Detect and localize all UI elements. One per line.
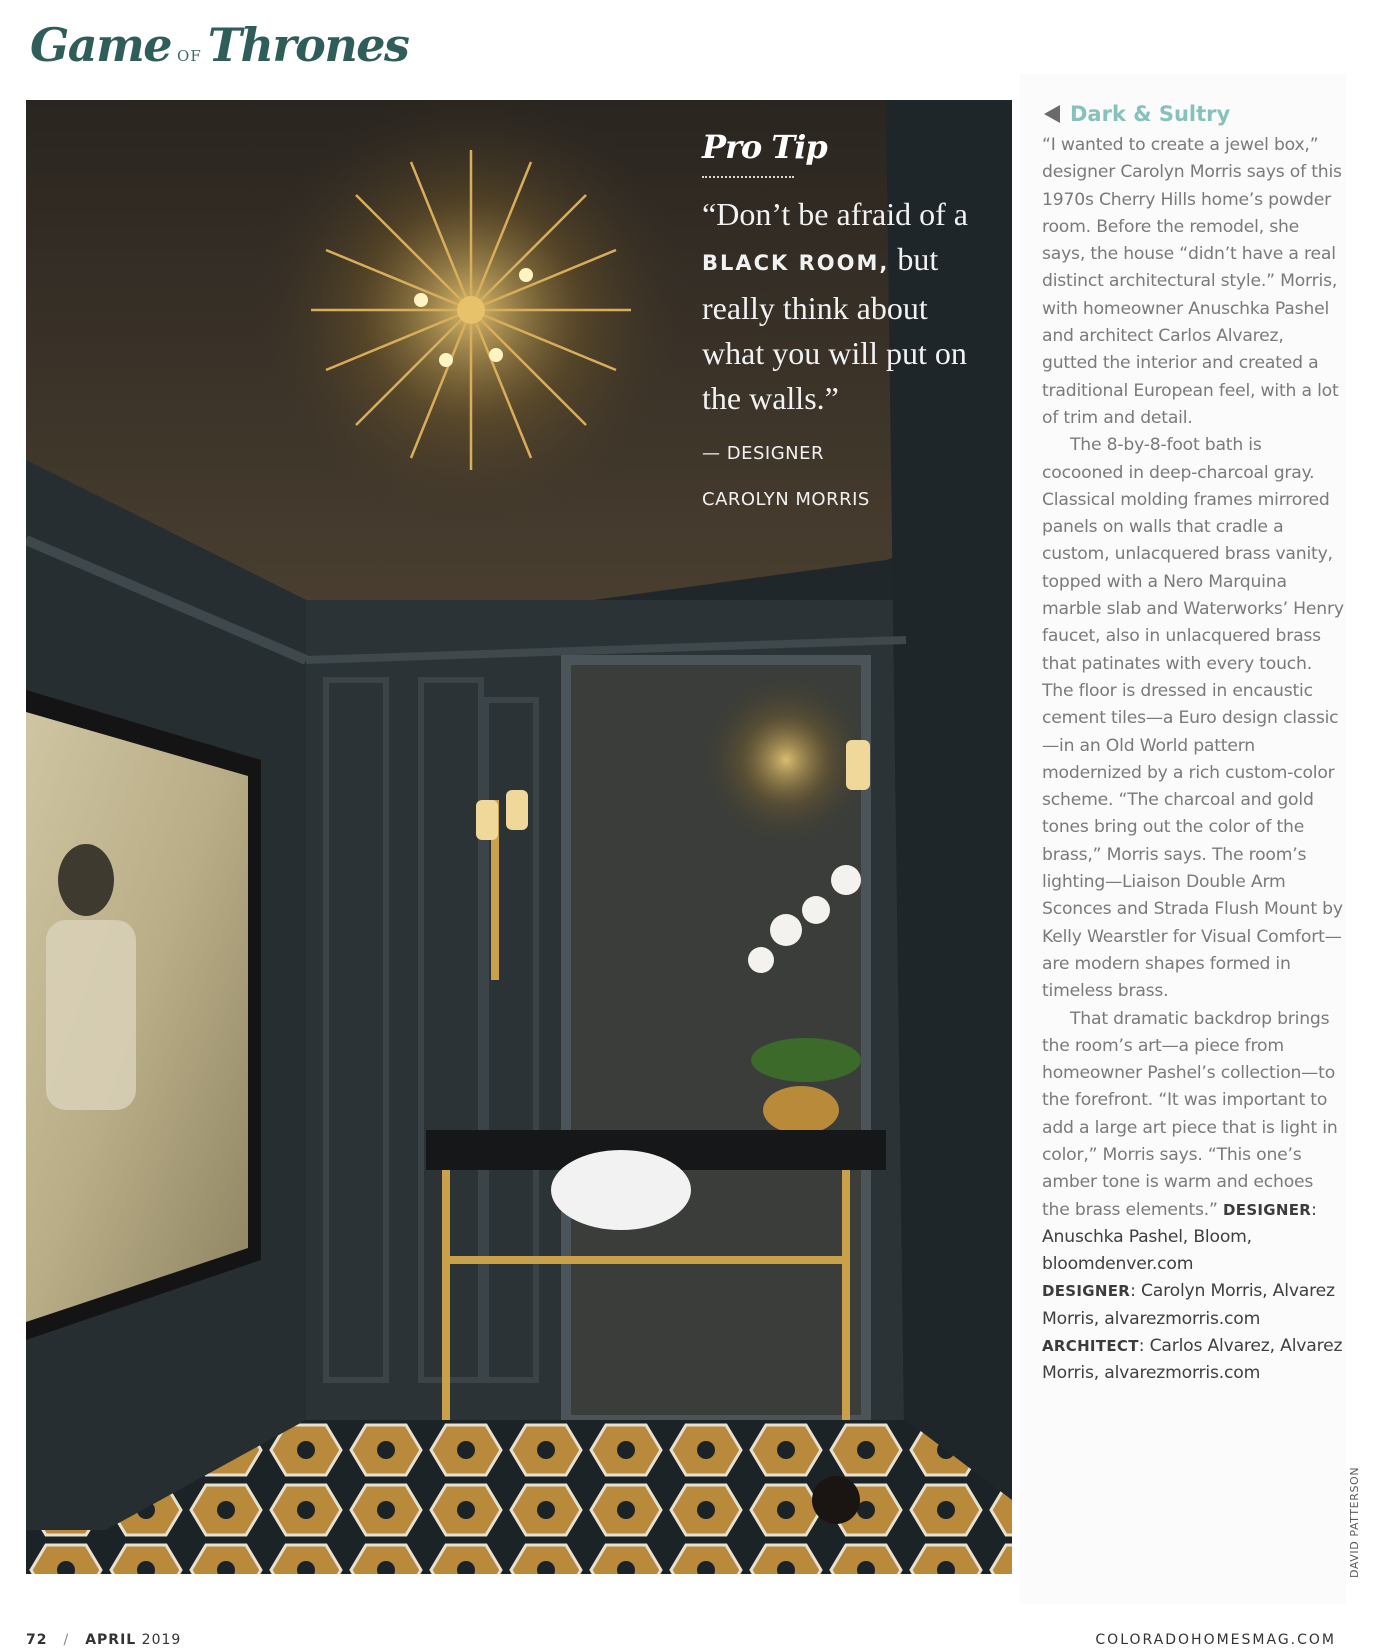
folio-separator: /: [63, 1632, 70, 1648]
sidebar-credits: [1042, 1278, 1344, 1387]
credit-designer-text: : Anuschka Pashel, Bloom, bloomdenver.com: [1042, 1199, 1317, 1275]
page-number: 72: [26, 1632, 48, 1648]
title-thrones: Thrones: [207, 18, 409, 72]
pro-tip-title: Pro Tip: [702, 128, 827, 166]
sidebar-heading-text: Dark & Sultry: [1070, 102, 1231, 126]
attribution-role: — DESIGNER: [702, 443, 824, 464]
quote-caps: BLACK ROOM,: [702, 251, 890, 275]
issue-month: APRIL: [85, 1632, 137, 1648]
pro-tip-divider: [702, 176, 794, 178]
footer-folio: [26, 1632, 181, 1648]
sidebar-column: [1020, 74, 1346, 1604]
sidebar-paragraph-1: “I wanted to create a jewel box,” designer Carolyn Morris says of this 1970s Cherry Hills home’s powder room. Before the remodel, she says, the house “didn’t have a real distinct architectural style.” Morris, with homeowner Anuschka Pashel and architect Carlos Alvarez, gutted the interior and created a traditional European feel, with a lot of trim and detail.: [1042, 135, 1342, 428]
title-of: OF: [177, 47, 202, 65]
pro-tip: [702, 128, 982, 523]
credit-designer2-text: : Carolyn Morris, Alvarez Morris, alvarezmorris.com: [1042, 1281, 1335, 1329]
quote-after: but really think about what you will put on the walls.”: [702, 241, 967, 416]
credit-designer-label: DESIGNER: [1223, 1200, 1312, 1219]
photo-credit: DAVID PATTERSON: [1348, 1466, 1361, 1578]
sidebar-paragraph-2: The 8-by-8-foot bath is cocooned in deep-charcoal gray. Classical molding frames mirrored panels on walls that cradle a custom, unlacquered brass vanity, topped with a Nero Marquina marble slab and Waterworks’ Henry faucet, also in unlacquered brass that patinates with every touch. The floor is dressed in encaustic cement tiles—a Euro design classic—in an Old World pattern modernized by a rich custom-color scheme. “The charcoal and gold tones bring out the color of the brass,” Morris says. The room’s lighting—Liaison Double Arm Sconces and Strada Flush Mount by Kelly Wearstler for Visual Comfort—are modern shapes formed in timeless brass.: [1042, 435, 1344, 1002]
credit-designer2-label: DESIGNER: [1042, 1282, 1131, 1301]
credit-architect-label: ARCHITECT: [1042, 1337, 1139, 1356]
paragraph-3-text: That dramatic backdrop brings the room’s art—a piece from homeowner Pashel’s collection—to the forefront. “It was important to add a large art piece that is light in color,” Morris says. “This one’s amber tone is warm and echoes the brass elements.”: [1042, 1008, 1338, 1220]
left-triangle-icon: [1044, 105, 1060, 123]
pro-tip-attribution: [702, 431, 982, 523]
pro-tip-quote: [702, 192, 982, 421]
credit-architect-text: : Carlos Alvarez, Alvarez Morris, alvarezmorris.com: [1042, 1336, 1343, 1384]
quote-before: “Don’t be afraid of a: [702, 196, 968, 232]
footer-site: COLORADOHOMESMAG.COM: [1095, 1632, 1336, 1648]
title-game: Game: [30, 18, 172, 72]
sidebar-heading: [1044, 102, 1230, 126]
sidebar-paragraph-3: [1042, 1006, 1344, 1279]
powder-room-photo: [26, 100, 1012, 1574]
issue-year: 2019: [141, 1632, 182, 1648]
attribution-name: CAROLYN MORRIS: [702, 489, 870, 510]
sidebar-body: [1042, 132, 1344, 1388]
page-title: [30, 18, 408, 88]
